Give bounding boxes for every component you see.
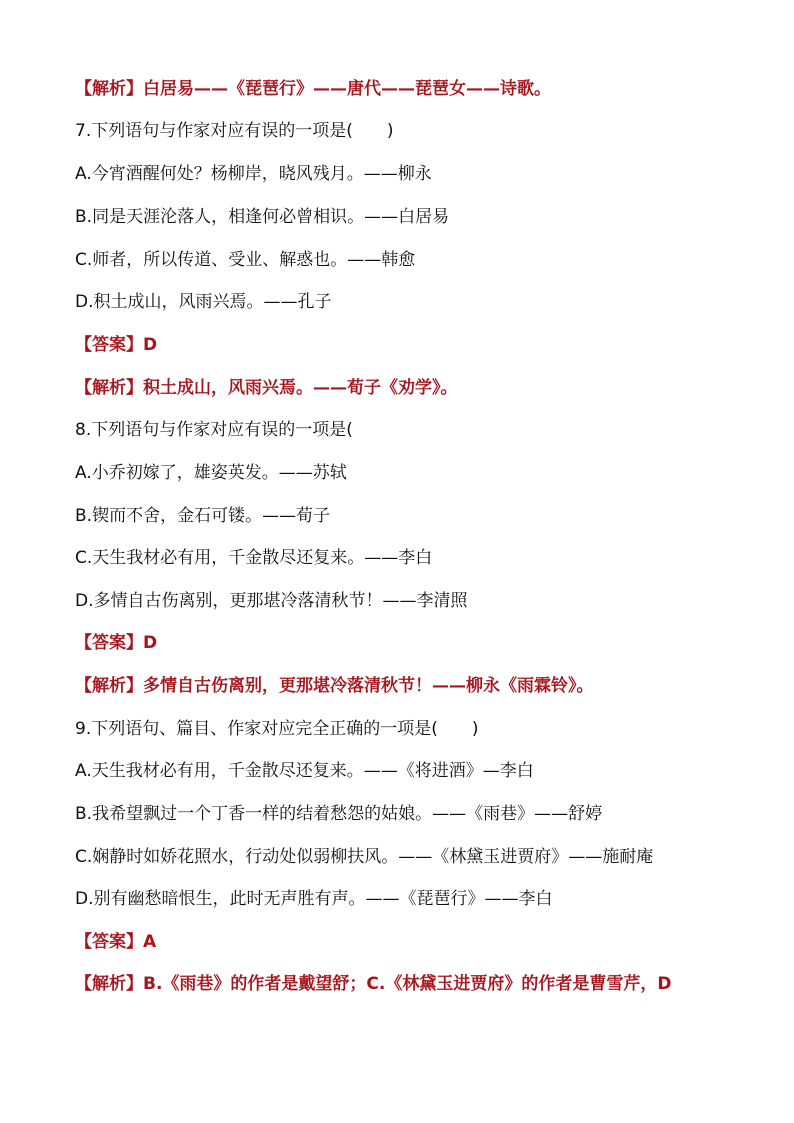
answer-text: D [143, 633, 158, 653]
question-7-option-b: B.同是天涯沦落人，相逢何必曾相识。——白居易 [75, 207, 450, 227]
analysis-line [75, 376, 754, 400]
answer-text: A [143, 932, 157, 952]
analysis-line [75, 674, 754, 698]
answer-line [75, 930, 754, 954]
analysis-line [75, 77, 754, 101]
question-7-option-c: C.师者，所以传道、受业、解惑也。——韩愈 [75, 250, 416, 270]
question-9-option-d: D.别有幽愁暗恨生，此时无声胜有声。——《琵琶行》——李白 [75, 889, 553, 909]
question-7-stem: 7.下列语句与作家对应有误的一项是( ) [75, 121, 394, 141]
answer-tag: 【答案】 [75, 335, 143, 355]
answer-line [75, 333, 754, 357]
question-9-option-c: C.娴静时如娇花照水，行动处似弱柳扶风。——《林黛玉进贾府》——施耐庵 [75, 847, 654, 867]
analysis-tag: 【解析】 [75, 676, 143, 696]
question-7-option-a: A.今宵酒醒何处？杨柳岸，晓风残月。——柳永 [75, 164, 432, 184]
question-9-stem: 9.下列语句、篇目、作家对应完全正确的一项是( ) [75, 719, 479, 739]
question-7-option-d: D.积土成山，风雨兴焉。——孔子 [75, 292, 332, 312]
answer-text: D [143, 335, 158, 355]
analysis-line [75, 972, 754, 996]
analysis-tag: 【解析】 [75, 974, 143, 994]
question-8-stem: 8.下列语句与作家对应有误的一项是( [75, 420, 353, 440]
answer-tag: 【答案】 [75, 633, 143, 653]
analysis-text: B.《雨巷》的作者是戴望舒；C.《林黛玉进贾府》的作者是曹雪芹，D [143, 974, 672, 994]
analysis-tag: 【解析】 [75, 79, 143, 99]
question-8-option-d: D.多情自古伤离别，更那堪冷落清秋节！——李清照 [75, 591, 468, 611]
answer-line [75, 631, 754, 655]
question-8-option-a: A.小乔初嫁了，雄姿英发。——苏轼 [75, 463, 347, 483]
answer-tag: 【答案】 [75, 932, 143, 952]
analysis-text: 白居易——《琵琶行》——唐代——琵琶女——诗歌。 [143, 79, 551, 99]
analysis-text: 积土成山，风雨兴焉。——荀子《劝学》。 [143, 378, 458, 398]
question-8-option-b: B.锲而不舍，金石可镂。——荀子 [75, 506, 331, 526]
analysis-text: 多情自古伤离别，更那堪冷落清秋节！——柳永《雨霖铃》。 [143, 676, 594, 696]
question-8-option-c: C.天生我材必有用，千金散尽还复来。——李白 [75, 548, 433, 568]
question-9-option-a: A.天生我材必有用，千金散尽还复来。——《将进酒》—李白 [75, 761, 534, 781]
analysis-tag: 【解析】 [75, 378, 143, 398]
question-9-option-b: B.我希望飘过一个丁香一样的结着愁怨的姑娘。——《雨巷》——舒婷 [75, 804, 603, 824]
